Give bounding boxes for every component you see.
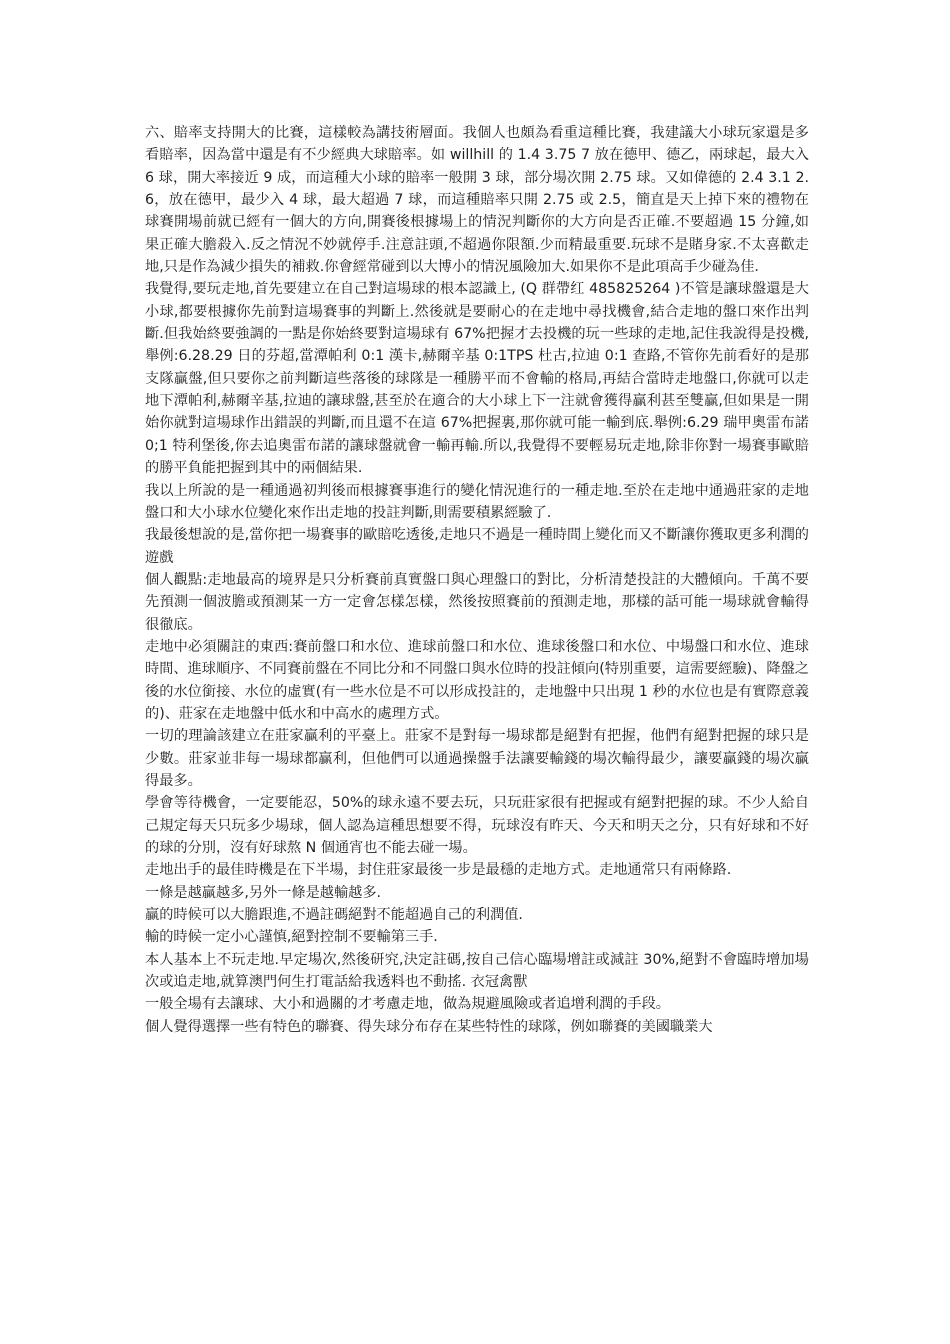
paragraph-personal-view: 個人觀點:走地最高的境界是只分析賽前真實盤口與心理盤口的對比，分析清楚投註的大體傾向。千萬不要先預測一個波膽或預測某一方一定會怎樣怎樣，然後按照賽前的預測走地，那樣的話可能一場球就會輸得很徹底。 — [145, 571, 809, 633]
paragraph-league-selection: 個人覺得選擇一些有特色的聯賽、得失球分布存在某些特性的球隊，例如聯賽的美國職業大 — [145, 1018, 713, 1035]
paragraph-things-to-watch: 走地中必須關註的東西:賽前盤口和水位、進球前盤口和水位、進球後盤口和水位、中場盤口和水位、進球時間、進球順序、不同賽前盤在不同比分和不同盤口與水位時的投註傾向(特別重要，這需要經驗)、降盤之後的水位銜接、水位的虛實(有一些水位是不可以形成投註的，走地盤中只出現 1 秒的水位也是有實際意義的)、莊家在走地盤中低水和中高水的處理方式。 — [145, 638, 809, 722]
paragraph-bookmaker-theory: 一切的理論該建立在莊家贏利的平臺上。莊家不是對每一場球都是絕對有把握，他們有絕對把握的球只是少數。莊家並非每一場球都贏利，但他們可以通過操盤手法讓要輸錢的場次輸得最少，讓要贏錢的場次贏得最多。 — [145, 728, 809, 789]
paragraph-author-approach: 本人基本上不玩走地.早定場次,然後研究,決定註碼,按自己信心臨場增註或減註 30%,絕對不會臨時增加場次或追走地,就算澳門何生打電話給我透料也不動搖. 衣冠禽獸 — [145, 951, 809, 991]
paragraph-live-betting-basics: 我覺得,要玩走地,首先要建立在自己對這場球的根本認識上, (Q 群帶红 485825264 )不管是讓球盤還是大小球,都要根據你先前對這場賽事的判斷上.然後就是要耐心的在走地中尋找機會,結合走地的盤口來作出判斷.但我始終要強調的一點是你始終要對這場球有 67%把握才去投機的玩一些球的走地,記住我說得是投機,舉例:6.28.29 日的芬超,當潭帕利 0:1 漢卡,赫爾辛基 0:1TPS 杜古,拉迪 0:1 查路,不管你先前看好的是那支隊贏盤,但只要你之前判斷這些落後的球隊是一種勝平而不會輸的格局,再結合當時走地盤口,你就可以走地下潭帕利,赫爾辛基,拉迪的讓球盤,甚至於在適合的大小球上下一注就會獲得贏利甚至雙贏,但如果是一開始你就對這場球作出錯誤的判斷,而且還不在這 67%把握裏,那你就可能一輸到底.舉例:6.29 瑞甲奧雷布諾 0;1 特利堡後,你去追奧雷布諾的讓球盤就會一輸再輸.所以,我覺得不要輕易玩走地,除非你對一場賽事歐賠的勝平負能把握到其中的兩個結果. — [145, 281, 809, 477]
paragraph-patience: 學會等待機會，一定要能忍，50%的球永遠不要去玩，只玩莊家很有把握或有絕對把握的球。不少人給自己規定每天只玩多少場球，個人認為這種思想要不得，玩球沒有昨天、今天和明天之分，只有好球和不好的球的分別，沒有好球熬 N 個通宵也不能去碰一場。 — [145, 795, 809, 856]
paragraph-odds-over-under: 六、賠率支持開大的比賽，這樣較為講技術層面。我個人也頗為看重這種比賽，我建議大小球玩家還是多看賠率，因為當中還是有不少經典大球賠率。如 willhill 的 1.4 3.75 7 放在德甲、德乙，兩球起，最大入 6 球，開大率接近 9 成，而這種大小球的賠率一般開 3 球，部分場次開 2.75 球。又如偉德的 2.4 3.1 2.6，放在德甲，最少入 4 球，最大超過 7 球，而這種賠率只開 2.75 或 2.5，簡直是天上掉下來的禮物在球賽開場前就已經有一個大的方向,開賽後根據場上的情況判斷你的大方向是否正確.不要超過 15 分鐘,如果正確大膽殺入.反之情況不妙就停手.注意註頭,不超過你限額.少而精最重要.玩球不是賭身家.不太喜歡走地,只是作為減少損失的補救.你會經常碰到以大博小的情況風險加大.如果你不是此項高手少碰為佳. — [145, 125, 809, 276]
paragraph-best-timing: 走地出手的最佳時機是在下半場，封住莊家最後一步是最穩的走地方式。走地通常只有兩條路. — [145, 862, 732, 879]
paragraph-final-thoughts: 我最後想說的是,當你把一場賽事的歐賠吃透後,走地只不過是一種時間上變化而又不斷讓你獲取更多利潤的遊戲 — [145, 527, 809, 566]
paragraph-risk-hedging: 一般全場有去讓球、大小和過關的才考慮走地，做為規避風險或者追增利潤的手段。 — [145, 996, 670, 1013]
paragraph-when-losing: 輸的時候一定小心謹慎,絕對控制不要輸第三手. — [145, 929, 438, 946]
paragraph-two-paths: 一條是越贏越多,另外一條是越輸越多. — [145, 884, 382, 901]
paragraph-when-winning: 贏的時候可以大膽跟進,不過註碼絕對不能超過自己的利潤值. — [145, 907, 523, 924]
document-body — [145, 122, 809, 1038]
paragraph-live-betting-method: 我以上所說的是一種通過初判後而根據賽事進行的變化情況進行的一種走地.至於在走地中通過莊家的走地盤口和大小球水位變化來作出走地的投註判斷,則需要積累經驗了. — [145, 482, 809, 521]
